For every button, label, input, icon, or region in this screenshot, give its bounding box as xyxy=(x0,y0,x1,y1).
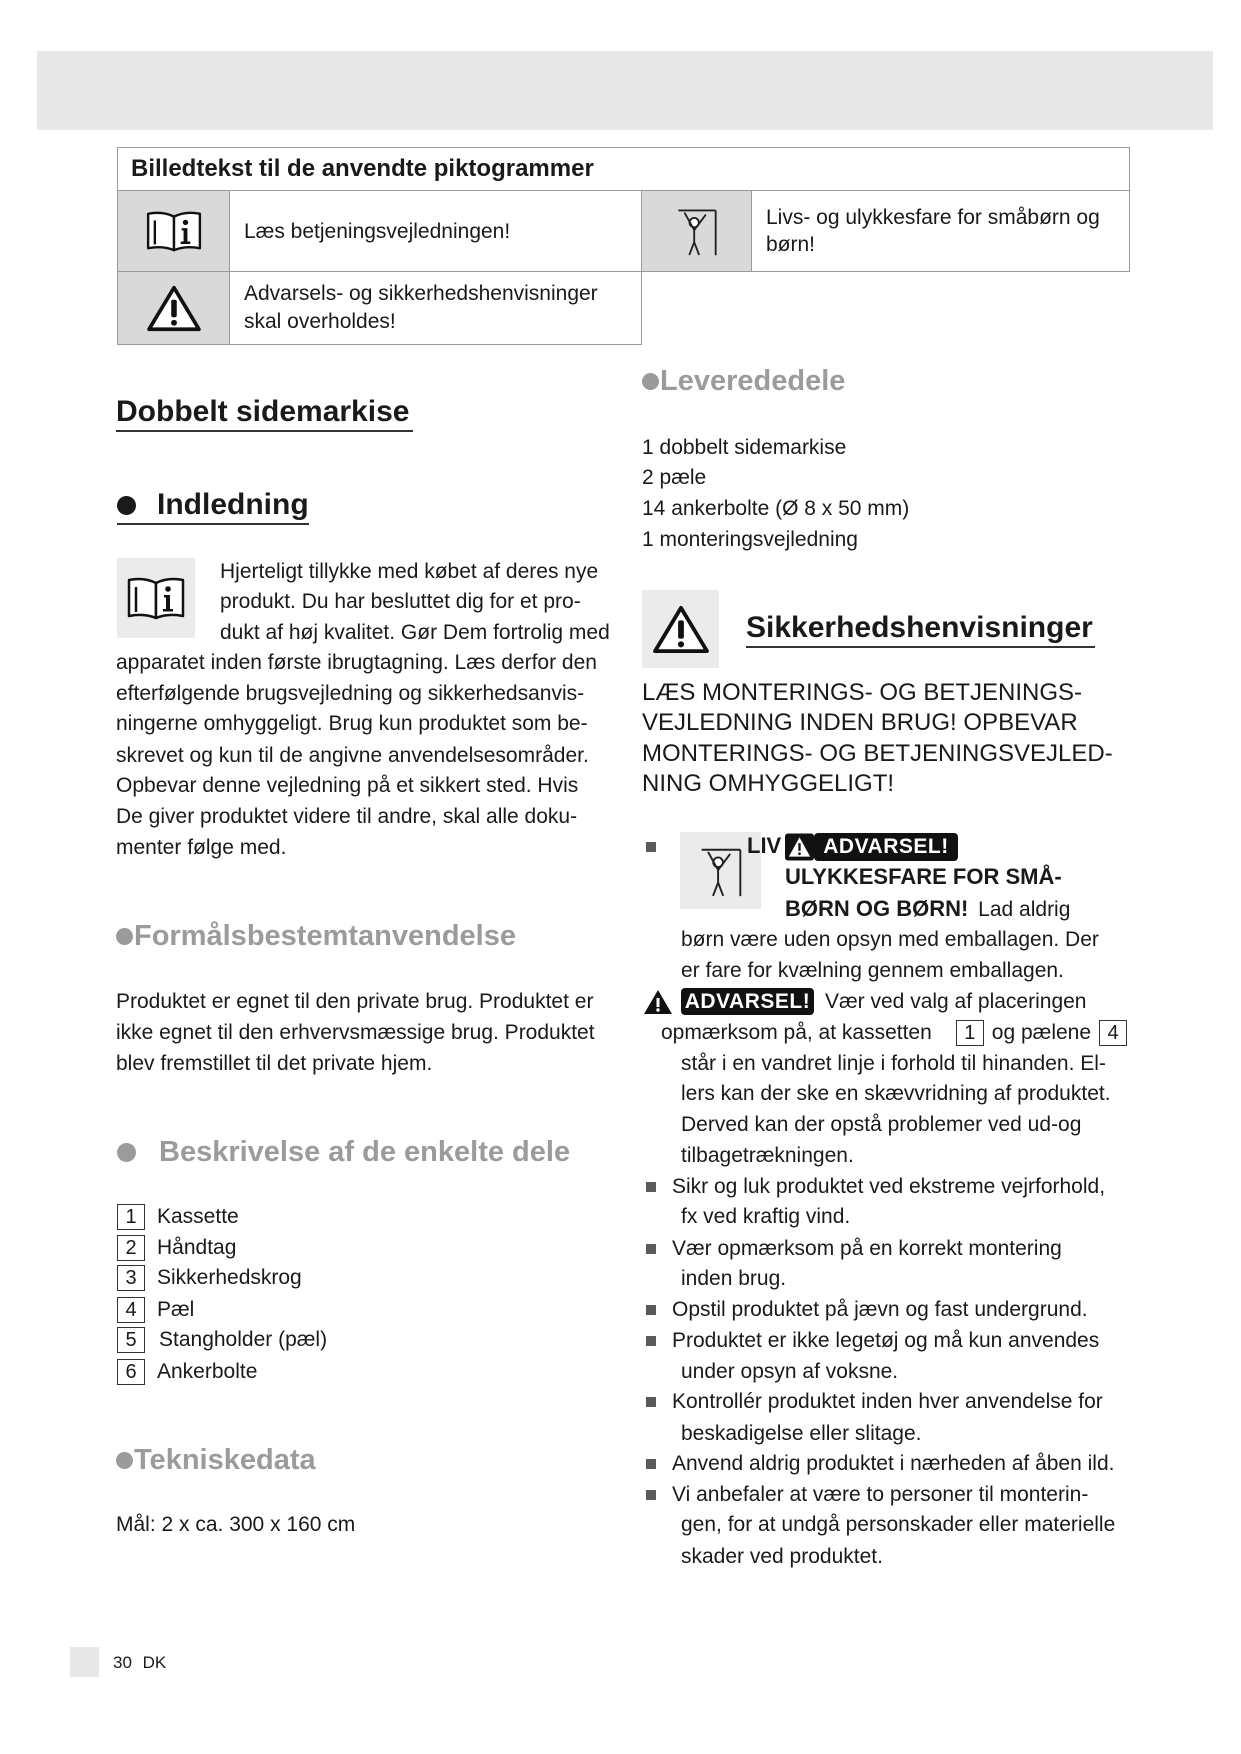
legend-header-cell xyxy=(117,147,1130,191)
header-bar xyxy=(37,51,1213,130)
bullet-square xyxy=(646,842,656,852)
warning-triangle-icon xyxy=(652,604,710,654)
bullet-square xyxy=(646,1182,656,1192)
bullet-square xyxy=(646,1459,656,1469)
bullet-line: Anvend aldrig produktet i nærheden af åben ild. xyxy=(672,1452,1115,1475)
bullet-square xyxy=(646,1397,656,1407)
intro-manual-icon-box xyxy=(117,558,195,638)
list-item: 1 monteringsvejledning xyxy=(642,528,858,551)
advarsel-badge: ADVARSEL! xyxy=(681,988,814,1015)
bullet-dot xyxy=(116,928,133,945)
warning-triangle-badge xyxy=(785,833,814,861)
placement-warning-line: tilbagetrækningen. xyxy=(681,1144,854,1167)
legend-warning-line-2: skal overholdes! xyxy=(244,310,396,333)
bullet-line: Produktet er ikke legetøj og må kun anvendes xyxy=(672,1329,1100,1352)
advarsel-badge: ADVARSEL! xyxy=(814,833,958,861)
bullet-square xyxy=(646,1305,656,1315)
legend-read-manual: Læs betjeningsvejledningen! xyxy=(244,219,511,243)
bullet-dot xyxy=(117,496,136,515)
parts-heading-block xyxy=(117,1134,570,1170)
child-warning-lead: LIV xyxy=(747,833,782,858)
child-warning-line: er fare for kvælning gennem emballagen. xyxy=(681,959,1064,982)
placement-warning-line: står i en vandret linje i forhold til hinanden. El- xyxy=(681,1052,1106,1075)
intro-line: efterfølgende brugsvejledning og sikkerhedsanvis- xyxy=(116,682,585,705)
part-number: 5 xyxy=(117,1327,145,1353)
bullet-line: beskadigelse eller slitage. xyxy=(681,1422,922,1445)
child-warning-line-3 xyxy=(785,894,1070,925)
part-number: 2 xyxy=(117,1235,145,1261)
legend-child-line-1: Livs- og ulykkesfare for småbørn og xyxy=(766,206,1100,229)
bullet-square xyxy=(646,1336,656,1346)
placement-warning-first-line: Vær ved valg af placeringen xyxy=(825,990,1087,1013)
intro-line: produkt. Du har besluttet dig for et pro- xyxy=(220,590,581,613)
part-label: Kassette xyxy=(157,1205,239,1228)
warning-triangle-icon xyxy=(643,988,673,1015)
bullet-dot xyxy=(642,373,659,390)
placement-text-mid: og pælene xyxy=(991,1021,1092,1044)
intended-use-line: ikke egnet til den erhvervsmæssige brug. Produktet xyxy=(116,1021,595,1044)
part-number: 1 xyxy=(117,1204,145,1230)
intro-line: apparatet inden første ibrugtagning. Læs derfor den xyxy=(116,651,597,674)
legend-warning-line-1: Advarsels- og sikkerhedshenvisninger xyxy=(244,282,598,305)
safety-title: Sikkerhedshenvisninger xyxy=(746,610,1095,648)
part-number: 6 xyxy=(117,1359,145,1385)
safety-warning-icon-box xyxy=(642,590,719,668)
page-number: 30 xyxy=(113,1653,132,1672)
child-danger-icon xyxy=(692,840,750,902)
legend-title: Billedtekst til de anvendte piktogrammer xyxy=(131,155,594,182)
intended-use-line: blev fremstillet til det private hjem. xyxy=(116,1052,433,1075)
bullet-line: Sikr og luk produktet ved ekstreme vejrforhold, xyxy=(672,1175,1106,1198)
bullet-square xyxy=(646,1490,656,1500)
child-warning-bold-text: BØRN OG BØRN! xyxy=(785,896,969,921)
warning-triangle-icon xyxy=(785,833,814,861)
bullet-line: inden brug. xyxy=(681,1267,787,1290)
bullet-line: Vær opmærksom på en korrekt montering xyxy=(672,1237,1062,1260)
child-danger-icon xyxy=(669,199,725,263)
list-item xyxy=(117,1204,239,1230)
child-warning-caps-line: ULYKKESFARE FOR SMÅ- xyxy=(785,864,1062,889)
bullet-square xyxy=(646,1244,656,1254)
legend-text-cell-manual xyxy=(229,190,642,272)
intro-line: menter følge med. xyxy=(116,836,287,859)
part-number: 4 xyxy=(117,1297,145,1323)
child-warning-rest-text: Lad aldrig xyxy=(978,898,1071,921)
intro-line: De giver produktet videre til andre, skal alle doku- xyxy=(116,805,578,828)
warning-triangle-icon xyxy=(146,284,202,332)
legend-text-cell-child xyxy=(751,190,1130,272)
page-footer xyxy=(113,1652,166,1674)
list-item: 14 ankerbolte (Ø 8 x 50 mm) xyxy=(642,497,910,520)
legend-child-line-2: børn! xyxy=(766,233,816,256)
bullet-dot xyxy=(116,1452,133,1469)
intro-line: dukt af høj kvalitet. Gør Dem fortrolig med xyxy=(220,621,610,644)
technical-heading-block xyxy=(116,1442,316,1478)
list-item xyxy=(117,1265,302,1291)
intro-line: Hjerteligt tillykke med købet af deres nye xyxy=(220,560,599,583)
intended-use-line: Produktet er egnet til den private brug. Produktet er xyxy=(116,990,594,1013)
technical-dimensions: Mål: 2 x ca. 300 x 160 cm xyxy=(116,1513,356,1536)
technical-heading: Tekniskedata xyxy=(134,1444,316,1476)
legend-icon-cell-warning xyxy=(117,271,230,345)
bullet-line: fx ved kraftig vind. xyxy=(681,1205,851,1228)
placement-text-start: opmærksom på, at kassetten xyxy=(661,1021,932,1044)
caps-line: MONTERINGS- OG BETJENINGSVEJLED- xyxy=(642,740,1113,767)
intro-heading: Indledning xyxy=(157,488,309,521)
caps-line: LÆS MONTERINGS- OG BETJENINGS- xyxy=(642,679,1083,706)
caps-line: NING OMHYGGELIGT! xyxy=(642,770,895,797)
bullet-line: Opstil produktet på jævn og fast undergrund. xyxy=(672,1298,1088,1321)
placement-warning-line: lers kan der ske en skævvridning af produktet. xyxy=(681,1082,1111,1105)
list-item xyxy=(117,1359,257,1385)
ref-cassette-number: 1 xyxy=(956,1020,984,1046)
delivery-heading: Leverededele xyxy=(660,365,846,397)
list-item: 1 dobbelt sidemarkise xyxy=(642,436,847,459)
part-number: 3 xyxy=(117,1265,145,1291)
part-label: Ankerbolte xyxy=(157,1360,258,1383)
bullet-line: under opsyn af voksne. xyxy=(681,1360,899,1383)
legend-icon-cell-child xyxy=(641,190,752,272)
intro-line: Opbevar denne vejledning på et sikkert sted. Hvis xyxy=(116,774,579,797)
part-label: Håndtag xyxy=(157,1236,237,1259)
list-item: 2 pæle xyxy=(642,466,707,489)
bullet-dot xyxy=(117,1143,136,1162)
child-warning-line: børn være uden opsyn med emballagen. Der xyxy=(681,928,1099,951)
bullet-line: Kontrollér produktet inden hver anvendelse for xyxy=(672,1390,1103,1413)
list-item xyxy=(117,1297,194,1323)
part-label: Stangholder (pæl) xyxy=(159,1328,328,1351)
book-info-icon xyxy=(143,208,205,254)
intro-heading-block xyxy=(117,487,309,525)
book-info-icon xyxy=(124,574,188,622)
placement-warning-second-line xyxy=(661,1018,1127,1048)
delivery-heading-block xyxy=(642,363,845,399)
warning-triangle-badge xyxy=(643,988,673,1015)
intro-line: skrevet og kun til de angivne anvendelsesområder. xyxy=(116,744,589,767)
bullet-line: gen, for at undgå personskader eller materielle xyxy=(681,1513,1116,1536)
caps-line: VEJLEDNING INDEN BRUG! OPBEVAR xyxy=(642,709,1078,736)
ref-pole-number: 4 xyxy=(1099,1020,1127,1046)
parts-heading: Beskrivelse af de enkelte dele xyxy=(159,1136,571,1168)
placement-warning-line: Derved kan der opstå problemer ved ud-og xyxy=(681,1113,1082,1136)
legend-text-cell-warning xyxy=(229,271,642,345)
list-item xyxy=(117,1327,327,1353)
product-title: Dobbelt sidemarkise xyxy=(116,394,413,432)
list-item xyxy=(117,1235,236,1261)
legend-icon-cell-manual xyxy=(117,190,230,272)
part-label: Pæl xyxy=(157,1298,195,1321)
part-label: Sikkerhedskrog xyxy=(157,1266,302,1289)
bullet-line: skader ved produktet. xyxy=(681,1545,883,1568)
intended-use-heading: Formålsbestemtanvendelse xyxy=(134,920,516,952)
footer-marker xyxy=(70,1647,99,1677)
intro-line: ningerne omhyggeligt. Brug kun produktet som be- xyxy=(116,712,588,735)
country-code: DK xyxy=(142,1653,167,1672)
intended-use-heading-block xyxy=(116,918,516,954)
bullet-line: Vi anbefaler at være to personer til monterin- xyxy=(672,1483,1089,1506)
